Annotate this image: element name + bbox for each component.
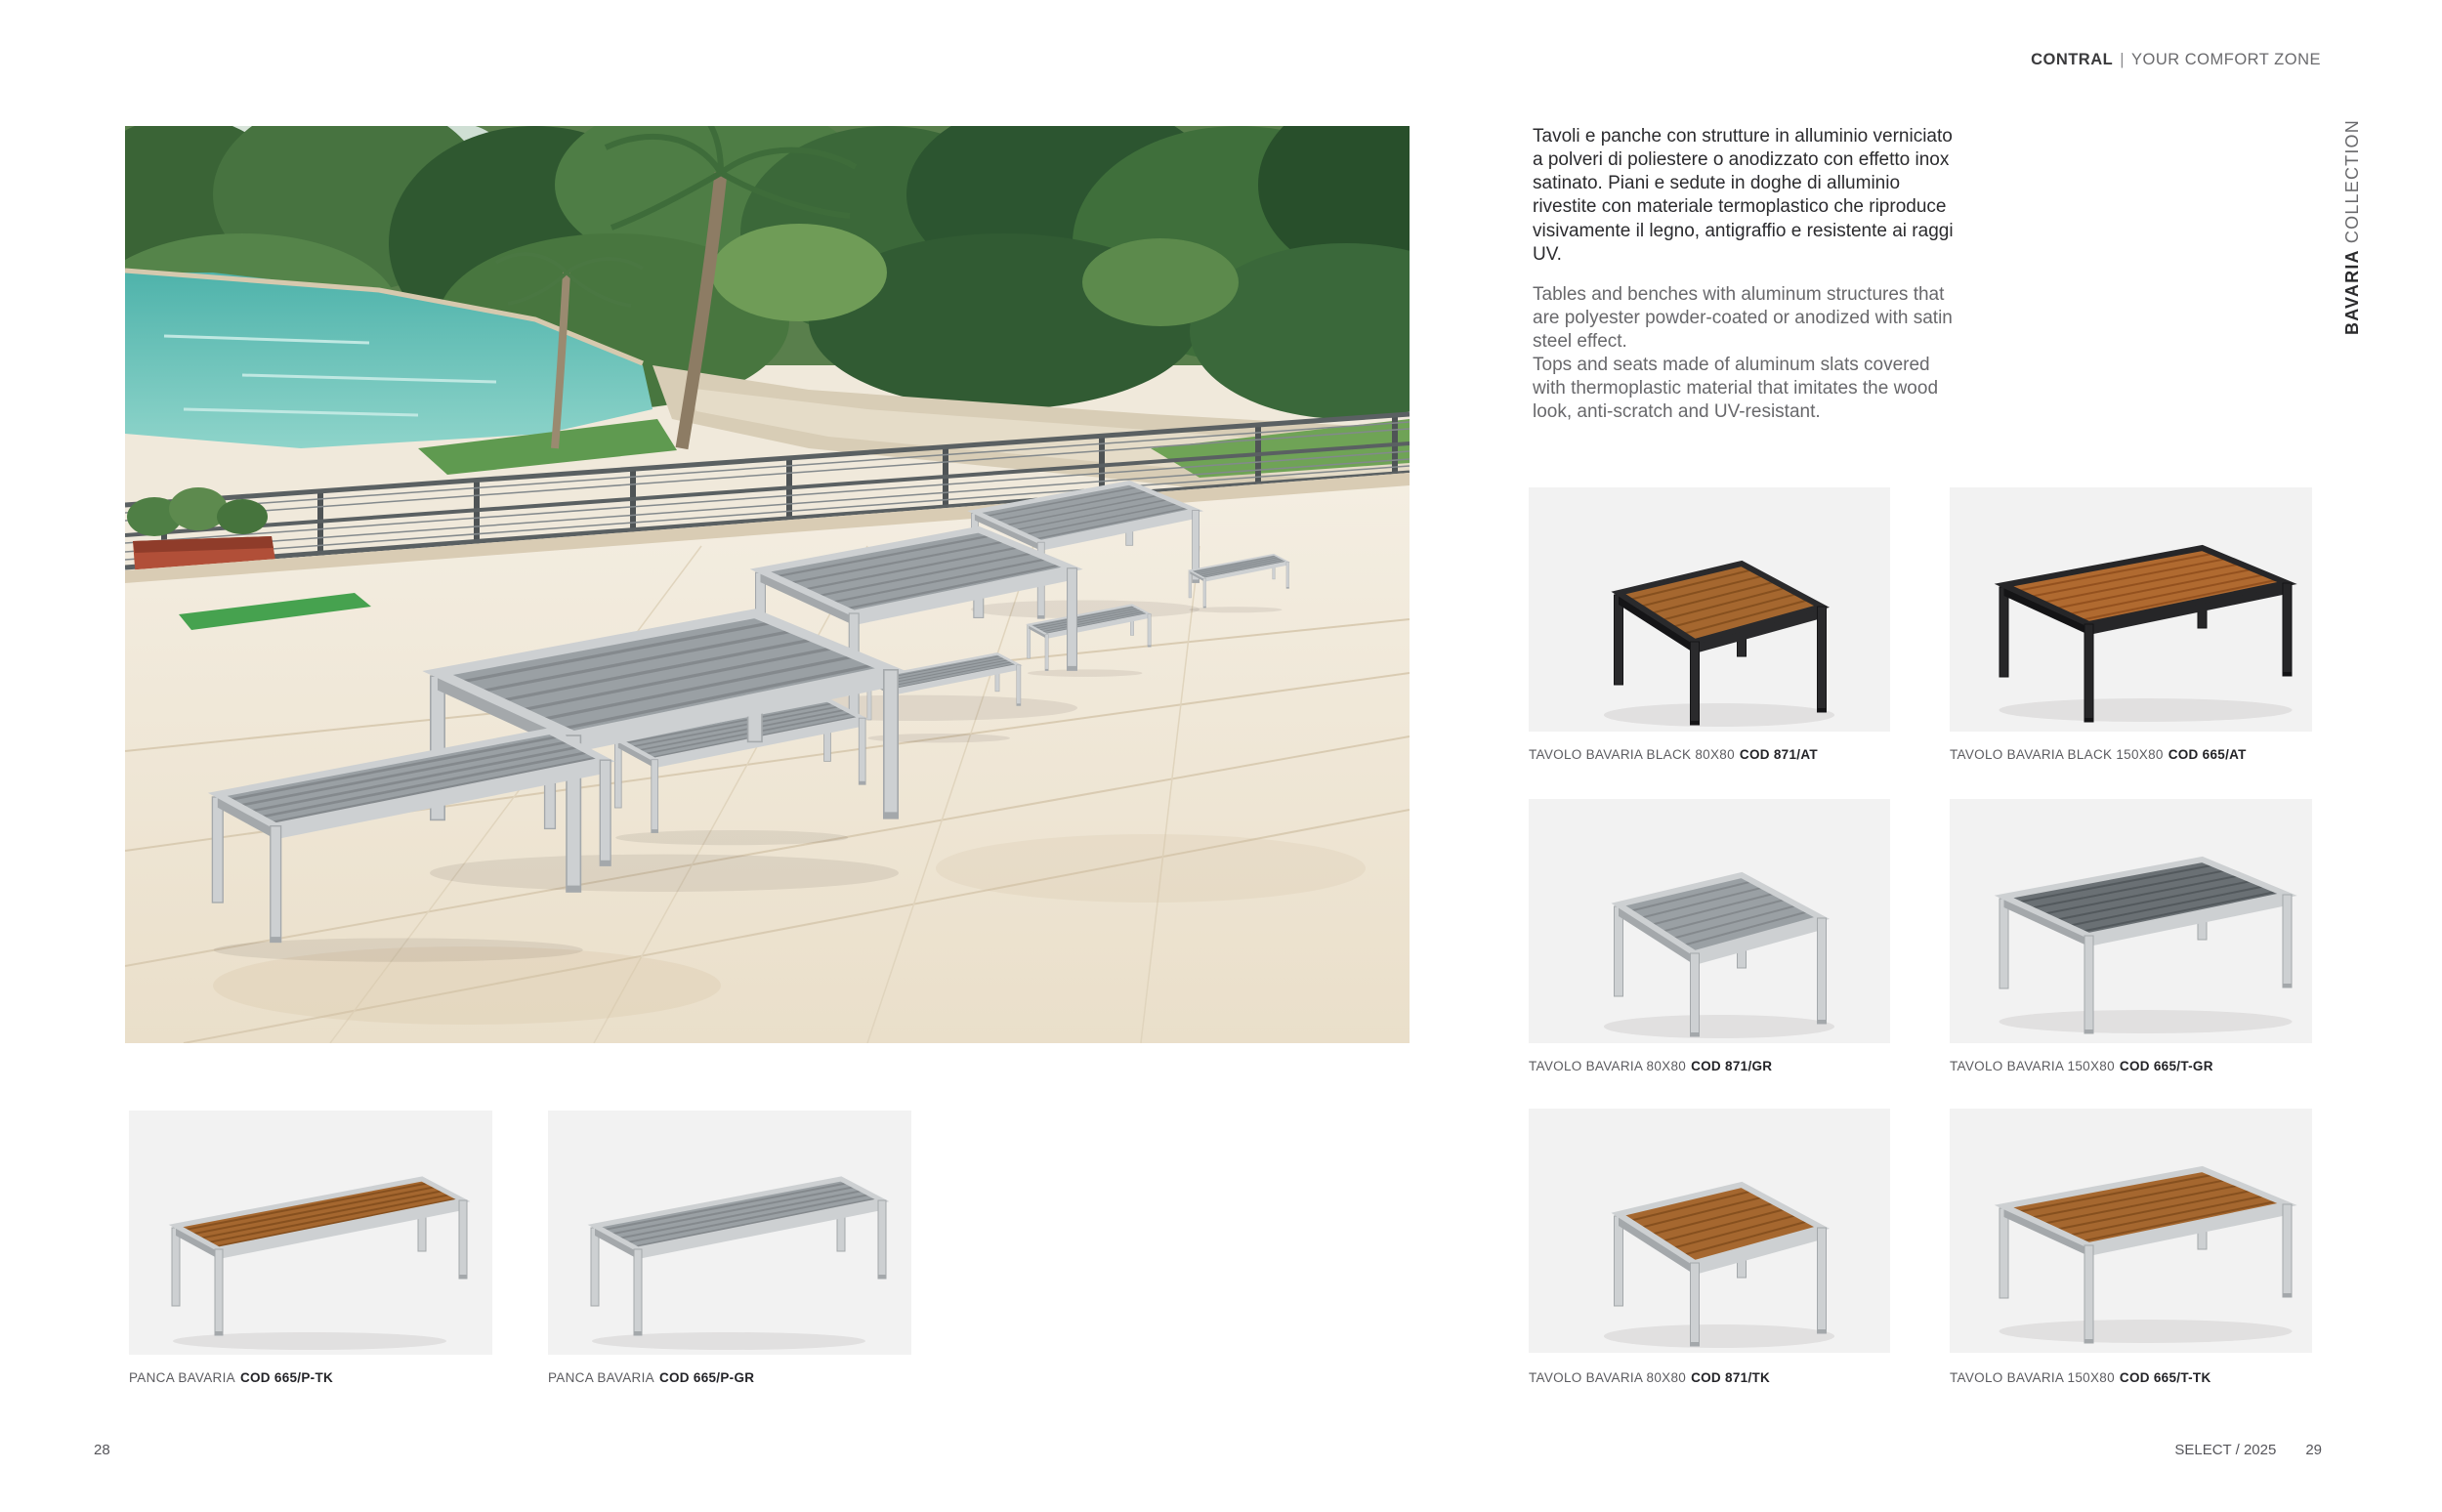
product-name: PANCA BAVARIA bbox=[129, 1370, 235, 1385]
product-name: TAVOLO BAVARIA BLACK 80X80 bbox=[1529, 747, 1735, 762]
collection-label bbox=[2342, 119, 2363, 335]
brand-name: CONTRAL bbox=[2031, 51, 2114, 68]
teak-bench-image bbox=[172, 1179, 467, 1350]
product-tile-665-t-gr bbox=[1950, 799, 2312, 1043]
product-name: TAVOLO BAVARIA 150X80 bbox=[1950, 1370, 2115, 1385]
product-code: COD 665/P-TK bbox=[239, 1370, 334, 1385]
product-tile-871-gr bbox=[1529, 799, 1890, 1043]
intro-english-line-2: Tops and seats made of aluminum slats covered with thermoplastic material that imitates the wood look, anti-scratch and UV-resistant. bbox=[1533, 355, 1939, 423]
product-caption bbox=[1529, 1059, 1772, 1073]
rect-silver-table-image bbox=[2000, 860, 2293, 1033]
collection-name: BAVARIA bbox=[2342, 249, 2362, 335]
product-caption bbox=[1529, 747, 1818, 762]
product-tile-871-tk bbox=[1529, 1109, 1890, 1353]
product-code: COD 871/TK bbox=[1691, 1370, 1771, 1385]
product-caption bbox=[548, 1370, 754, 1385]
gray-bench-image bbox=[591, 1179, 886, 1350]
product-tile-665-t-tk bbox=[1950, 1109, 2312, 1353]
edition-label: SELECT / 2025 bbox=[2174, 1442, 2277, 1458]
intro-english-line-1: Tables and benches with aluminum structures that are polyester powder-coated or anodized with satin steel effect. bbox=[1533, 283, 1953, 352]
product-code: COD 871/AT bbox=[1739, 747, 1818, 762]
product-caption bbox=[1950, 747, 2247, 762]
product-name: TAVOLO BAVARIA 150X80 bbox=[1950, 1059, 2115, 1073]
intro-italian: Tavoli e panche con strutture in alluminio verniciato a polveri di poliestere o anodizzato con effetto inox satinato. Piani e sedute in doghe di alluminio rivestite con materiale termoplastico che riproduce visivamente il legno, antigraffio e resistente ai raggi UV. bbox=[1533, 126, 1954, 265]
product-name: TAVOLO BAVARIA BLACK 150X80 bbox=[1950, 747, 2164, 762]
square-black-table-image bbox=[1604, 564, 1834, 727]
product-tile-665-at bbox=[1950, 487, 2312, 732]
intro-text bbox=[1533, 125, 1966, 425]
page-number-right: 29 bbox=[2305, 1442, 2322, 1458]
product-caption bbox=[1950, 1370, 2211, 1385]
header-separator: | bbox=[2120, 51, 2126, 68]
brand-tagline: YOUR COMFORT ZONE bbox=[2131, 51, 2321, 68]
product-name: TAVOLO BAVARIA 80X80 bbox=[1529, 1059, 1687, 1073]
product-caption bbox=[1529, 1370, 1770, 1385]
bench-tile-665-p-gr bbox=[548, 1111, 911, 1355]
rect-black-table-image bbox=[2000, 548, 2293, 722]
page-number-left: 28 bbox=[94, 1442, 110, 1458]
product-name: TAVOLO BAVARIA 80X80 bbox=[1529, 1370, 1687, 1385]
collection-word: COLLECTION bbox=[2342, 119, 2362, 244]
bench-tile-665-p-tk bbox=[129, 1111, 492, 1355]
square-silver-table-image bbox=[1604, 875, 1834, 1038]
intro-english bbox=[1533, 283, 1966, 425]
product-code: COD 665/P-GR bbox=[658, 1370, 755, 1385]
square-teak-table-image bbox=[1604, 1185, 1834, 1348]
product-name: PANCA BAVARIA bbox=[548, 1370, 654, 1385]
product-tile-871-at bbox=[1529, 487, 1890, 732]
rect-teak-table-image bbox=[2000, 1169, 2293, 1343]
product-code: COD 665/T-TK bbox=[2119, 1370, 2211, 1385]
footer-right bbox=[2174, 1442, 2322, 1458]
product-code: COD 665/T-GR bbox=[2119, 1059, 2213, 1073]
product-code: COD 665/AT bbox=[2168, 747, 2247, 762]
page-header bbox=[2031, 51, 2321, 69]
product-caption bbox=[1950, 1059, 2213, 1073]
hero-photo bbox=[125, 126, 1410, 1043]
product-code: COD 871/GR bbox=[1691, 1059, 1773, 1073]
product-caption bbox=[129, 1370, 333, 1385]
